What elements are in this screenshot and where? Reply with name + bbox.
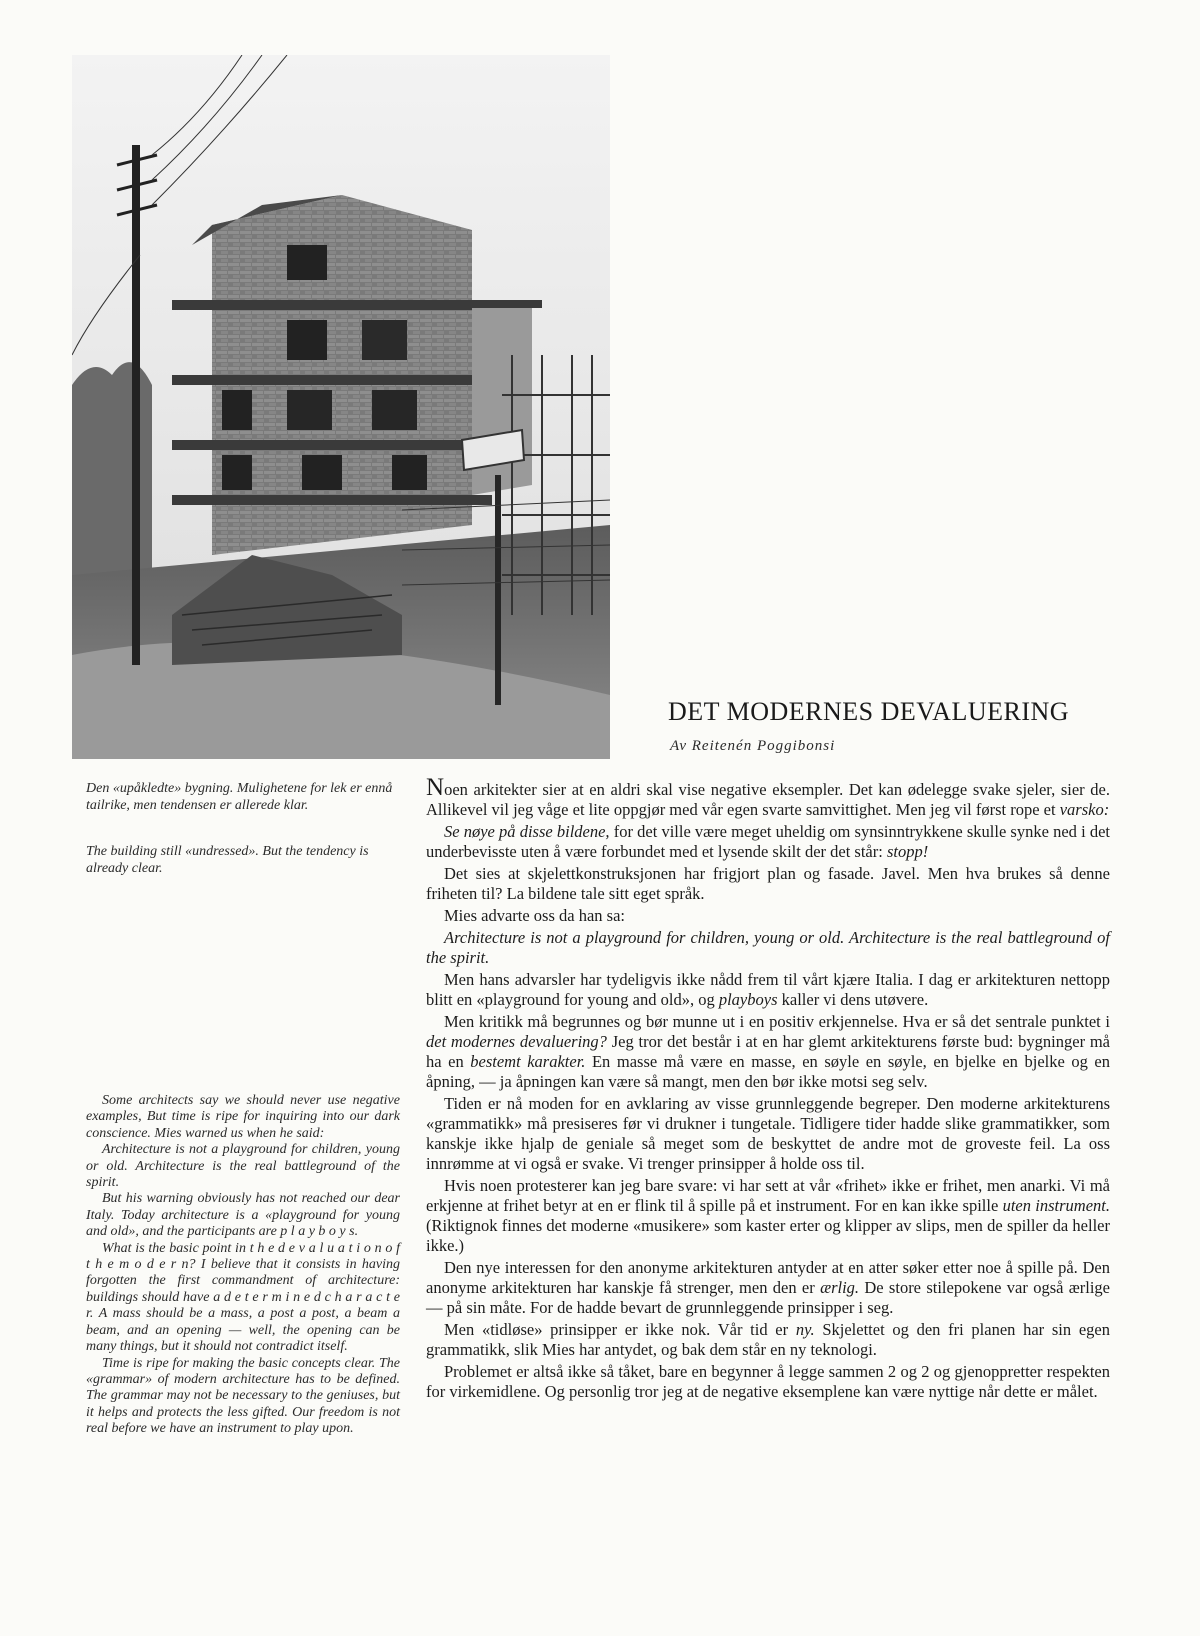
article-body	[426, 774, 1111, 1404]
body-text: kaller vi dens utøvere.	[777, 990, 929, 1009]
english-paragraph: What is the basic point in t h e d e v a l u a t i o n o f t h e m o d e r n? I believe that it consists in having forgotten the first commandment of architecture: buildings should have a d e t e r m i n e d c h a r a c t e r. A mass should be a mass, a post a post, a beam a beam, and an opening — well, the opening can be many things, but it should not contradict itself.	[86, 1240, 400, 1355]
body-italic: det modernes devaluering?	[426, 1032, 607, 1051]
english-paragraph: Architecture is not a playground for children, young or old. Architecture is the real battleground of the spirit.	[86, 1142, 400, 1191]
english-paragraph: But his warning obviously has not reached our dear Italy. Today architecture is a «playground for young and old», and the participants are p l a y b o y s.	[86, 1191, 400, 1240]
body-italic: Se nøye på disse bildene,	[444, 822, 610, 841]
article-title: DET MODERNES DEVALUERING	[668, 697, 1070, 726]
body-italic: ny.	[795, 1320, 815, 1339]
body-italic: bestemt karakter.	[470, 1052, 586, 1071]
body-italic: playboys	[718, 990, 778, 1009]
body-text: Men hans advarsler har tydeligvis ikke nådd frem til vårt kjære Italia. I dag er arkitekturen nettopp blitt en «playground for young and old», og	[426, 970, 1110, 1009]
body-text: Men kritikk må begrunnes og bør munne ut i en positiv erkjennelse. Hva er så det sentrale punktet i	[444, 1012, 1110, 1031]
english-paragraph: Some architects say we should never use negative examples, But time is ripe for inquiring into our dark conscience. Mies warned us when he said:	[86, 1093, 400, 1141]
body-paragraph	[426, 774, 1110, 820]
english-paragraph: Time is ripe for making the basic concepts clear. The «grammar» of modern architecture has to be defined. The grammar may not be necessary to the geniuses, but it helps and protects the less gifted. Our freedom is not real before we have an instrument to play upon.	[86, 1355, 400, 1437]
body-paragraph	[426, 1012, 1110, 1092]
body-paragraph	[426, 1176, 1110, 1256]
body-text: Men «tidløse» prinsipper er ikke nok. Vår tid er	[444, 1320, 796, 1339]
drop-cap: N	[426, 774, 445, 801]
body-paragraph	[426, 1320, 1110, 1360]
body-paragraph	[426, 1258, 1110, 1318]
body-paragraph: Det sies at skjelettkonstruksjonen har frigjort plan og fasade. Javel. Men hva brukes så denne friheten til? La bildene tale sitt eget språk.	[426, 864, 1110, 903]
body-text: (Riktignok finnes det moderne «musikere» som kaster erter og klipper av slips, men de spiller da heller ikke.)	[426, 1216, 1110, 1255]
body-paragraph: Mies advarte oss da han sa:	[444, 906, 625, 925]
body-italic: ærlig.	[820, 1278, 860, 1297]
body-italic: uten instrument.	[1002, 1196, 1110, 1215]
article-byline: Av Reitenén Poggibonsi	[670, 738, 836, 754]
body-paragraph-quote: Architecture is not a playground for children, young or old. Architecture is the real battleground of the spirit.	[426, 928, 1110, 967]
body-paragraph	[426, 970, 1110, 1010]
body-paragraph: Tiden er nå moden for en avklaring av visse grunnleggende begreper. Den moderne arkitekturens «grammatikk» må presiseres før vi drukner i tungetale. Tidligere tider hadde slike grammatikker, som kanskje ikke hjalp de geniale så meget som de beskyttet de andre mot de groveste feil. La oss innrømme at vi også er svake. Vi trenger prinsipper å holde oss til.	[426, 1094, 1110, 1173]
body-italic: varsko:	[1059, 800, 1110, 819]
body-text: En masse må være en masse, en søyle en søyle, en bjelke en bjelke og en åpning, — ja åpningen kan være så mangt, men den bør ikke motsi seg selv.	[426, 1052, 1110, 1091]
caption-norwegian	[86, 780, 400, 825]
body-text: Den nye interessen for den anonyme arkitekturen antyder at en atter søker etter noe å spille på. Den anonyme arkitekturen har kanskje få strenger, men den er	[426, 1258, 1110, 1297]
body-text: oen arkitekter sier at en aldri skal vise negative eksempler. Det kan ødelegge svake sjeler, sier de. Allikevel vil jeg våge et lite oppgjør med vår egen svarte samvittighet. Men jeg vil først rope et	[426, 780, 1110, 819]
building-under-construction-photo	[72, 55, 610, 759]
body-italic: stopp!	[886, 842, 929, 861]
caption-norwegian-text: Den «upåkledte» bygning. Mulighetene for lek er ennå tailrike, men tendensen er allerede klar.	[86, 781, 393, 813]
caption-english	[86, 843, 400, 888]
body-text: De store stilepokene var også ærlige — på sin måte. For de hadde bevart de grunnleggende prinsipper i seg.	[426, 1278, 1111, 1317]
body-paragraph: Problemet er altså ikke så tåket, bare en begynner å legge sammen 2 og 2 og gjenoppretter respekten for virkemidlene. Og personlig tror jeg at de negative eksemplene kan være nyttige når dette er målet.	[426, 1362, 1110, 1401]
body-text: Skjelettet og den fri planen har sin egen grammatikk, slik Mies har antydet, og bak dem står en ny teknologi.	[426, 1320, 1111, 1359]
body-text: Hvis noen protesterer kan jeg bare svare: vi har sett at vår «frihet» ikke er frihet, men anarki. Vi må erkjenne at frihet betyr at en er flink til å spille på et instrument. For en kan ikke spille	[426, 1176, 1110, 1215]
caption-english-text: The building still «undressed». But the tendency is already clear.	[86, 844, 369, 876]
body-paragraph	[426, 822, 1110, 862]
body-text: for det ville være meget uheldig om synsinntrykkene skulle synke ned i det underbevisste uten å være forbundet med et lysende skilt der det står:	[426, 822, 1110, 861]
body-text: Jeg tror det består i at en har glemt arkitekturens første bud: bygninger må ha en	[426, 1032, 1110, 1071]
english-translation	[86, 1093, 400, 1438]
